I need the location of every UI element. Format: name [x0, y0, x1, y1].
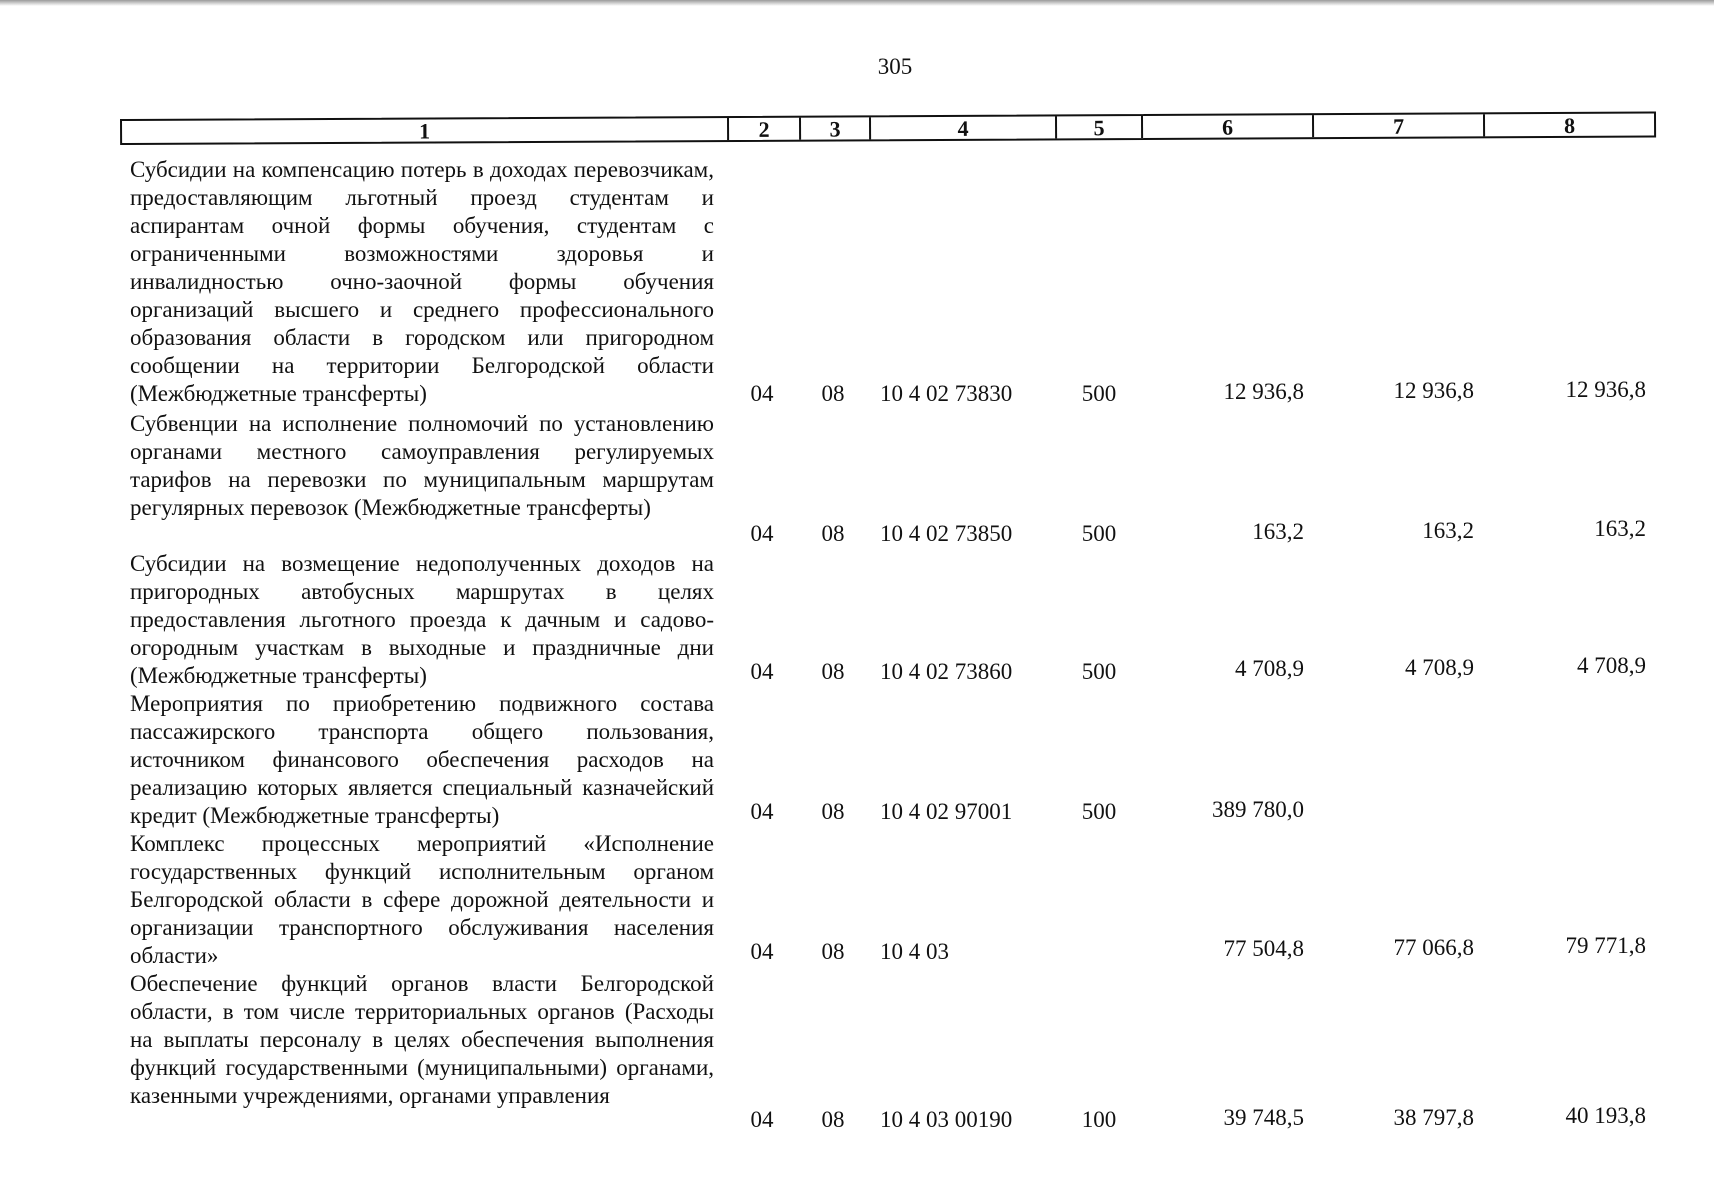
row-5-subsection: 08: [821, 939, 845, 964]
header-col-7: 7: [1314, 114, 1485, 137]
row-6-section: 04: [750, 1107, 774, 1132]
row-6-expense-type: 100: [1081, 1107, 1117, 1132]
table-header-row: [120, 111, 1656, 145]
row-4-expense-type: 500: [1081, 799, 1117, 824]
row-5-target-code: 10 4 03: [880, 939, 949, 964]
row-6-target-code: 10 4 03 00190: [880, 1107, 1013, 1132]
header-col-6: 6: [1143, 115, 1314, 138]
row-2-description: Субвенции на исполнение полномочий по установлению органами местного самоуправления регулируемых тарифов на перевозки по муниципальным маршрутам регулярных перевозок (Межбюджетные трансферты): [130, 411, 714, 520]
scan-edge: [0, 0, 1714, 6]
row-3-subsection: 08: [821, 659, 845, 684]
row-3-expense-type: 500: [1081, 659, 1117, 684]
row-3-target-code: 10 4 02 73860: [880, 659, 1013, 684]
row-6-amount-col6: 39 748,5: [1223, 1105, 1304, 1130]
row-2-subsection: 08: [821, 521, 845, 546]
header-col-1: 1: [122, 118, 729, 143]
row-2-expense-type: 500: [1081, 521, 1117, 546]
row-4-amount-col6: 389 780,0: [1212, 797, 1304, 822]
row-6-amount-col7: 38 797,8: [1393, 1105, 1474, 1130]
header-col-4: 4: [871, 116, 1057, 139]
page-number: 305: [877, 54, 913, 79]
row-1-target-code: 10 4 02 73830: [880, 381, 1013, 406]
row-2-target-code: 10 4 02 73850: [880, 521, 1013, 546]
row-1-section: 04: [750, 381, 774, 406]
row-3-section: 04: [750, 659, 774, 684]
row-5-description: Комплекс процессных мероприятий «Исполнение государственных функций исполнительным органом Белгородской области в сфере дорожной деятельности и организации транспортного обслуживания населения области»: [130, 831, 714, 968]
row-2-amount-col8: 163,2: [1594, 516, 1646, 541]
row-1-amount-col7: 12 936,8: [1393, 378, 1474, 403]
header-col-5: 5: [1057, 116, 1143, 138]
header-col-3: 3: [801, 117, 871, 139]
row-6-subsection: 08: [821, 1107, 845, 1132]
row-3-description: Субсидии на возмещение недополученных доходов на пригородных автобусных маршрутах в целях предоставления льготного проезда к дачным и садово-огородным участкам в выходные и праздничные дни (Межбюджетные трансферты): [130, 551, 714, 688]
row-1-amount-col6: 12 936,8: [1223, 379, 1304, 404]
row-5-amount-col7: 77 066,8: [1393, 935, 1474, 960]
row-5-section: 04: [750, 939, 774, 964]
row-4-description: Мероприятия по приобретению подвижного состава пассажирского транспорта общего пользования, источником финансового обеспечения расходов на реализацию которых является специальный казначейский кредит (Межбюджетные трансферты): [130, 691, 714, 828]
header-col-2: 2: [729, 118, 801, 140]
row-3-amount-col6: 4 708,9: [1235, 656, 1304, 681]
header-col-8: 8: [1563, 112, 1576, 138]
row-5-amount-col8: 79 771,8: [1565, 933, 1646, 958]
row-6-amount-col8: 40 193,8: [1565, 1103, 1646, 1128]
row-2-section: 04: [750, 521, 774, 546]
row-4-section: 04: [750, 799, 774, 824]
row-6-description: Обеспечение функций органов власти Белгородской области, в том числе территориальных органов (Расходы на выплаты персоналу в целях обеспечения выполнения функций государственными (муниципальными) органами, казенными учреждениями, органами управления: [130, 971, 714, 1108]
row-1-expense-type: 500: [1081, 381, 1117, 406]
row-1-subsection: 08: [821, 381, 845, 406]
row-5-amount-col6: 77 504,8: [1223, 936, 1304, 961]
row-2-amount-col6: 163,2: [1252, 519, 1304, 544]
row-2-amount-col7: 163,2: [1422, 518, 1474, 543]
row-1-amount-col8: 12 936,8: [1565, 377, 1646, 402]
row-1-description: Субсидии на компенсацию потерь в доходах перевозчикам, предоставляющим льготный проезд студентам и аспирантам очной формы обучения, студентам с ограниченными возможностями здоровья и инвалидностью очно-заочной формы обучения организаций высшего и среднего профессионального образования области в городском или пригородном сообщении на территории Белгородской области (Межбюджетные трансферты): [130, 157, 714, 406]
row-4-target-code: 10 4 02 97001: [880, 799, 1013, 824]
row-3-amount-col7: 4 708,9: [1405, 655, 1474, 680]
row-3-amount-col8: 4 708,9: [1577, 653, 1646, 678]
row-4-subsection: 08: [821, 799, 845, 824]
